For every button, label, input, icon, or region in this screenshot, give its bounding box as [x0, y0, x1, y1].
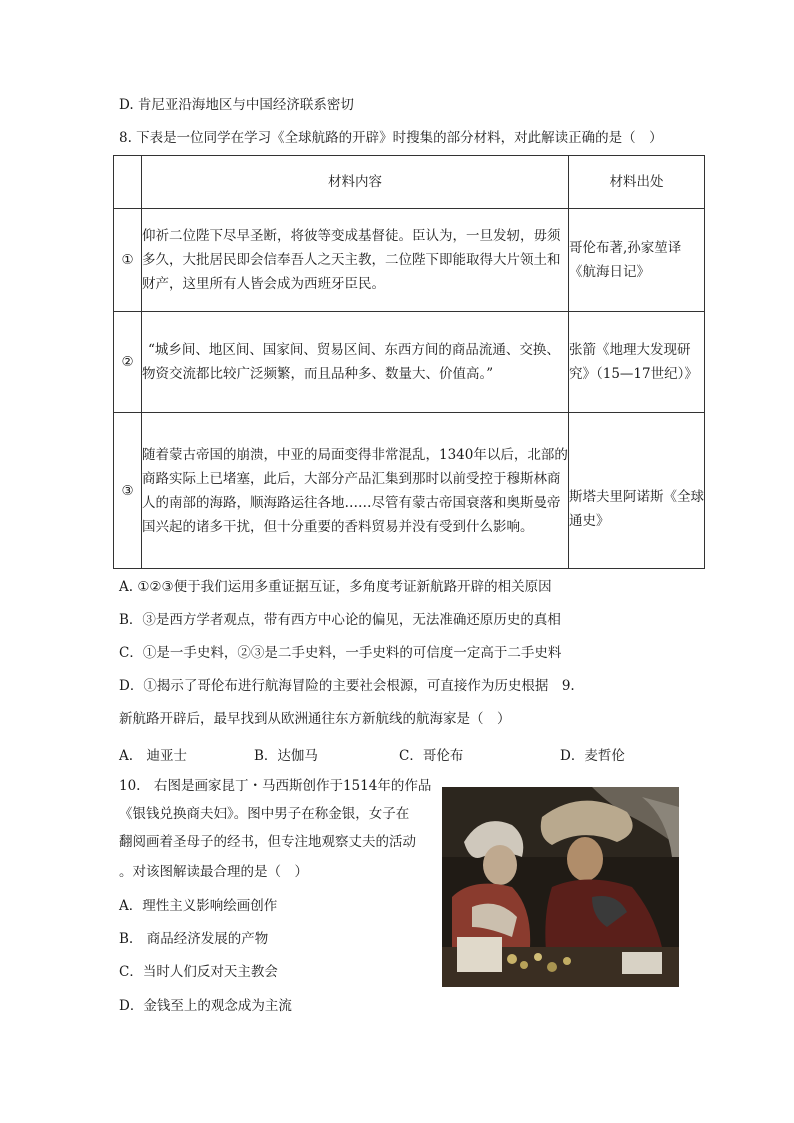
table-row	[114, 413, 705, 569]
header-num-cell	[114, 156, 142, 209]
q10-stem-line4: 。对该图解读最合理的是（ ）	[119, 864, 308, 880]
q10-option-a: A．理性主义影响绘画创作	[119, 898, 278, 914]
q10-stem-line2: 《银钱兑换商夫妇》。图中男子在称金银，女子在	[119, 806, 410, 822]
header-content-cell: 材料内容	[142, 156, 569, 209]
table-row	[114, 209, 705, 312]
q9-option-d: D．麦哲伦	[560, 748, 625, 764]
row-source: 哥伦布著,孙家堃译《航海日记》	[569, 209, 705, 312]
row-num: ②	[114, 312, 142, 413]
q8-option-d: D．①揭示了哥伦布进行航海冒险的主要社会根源，可直接作为历史根据 9.	[119, 678, 575, 694]
q9-option-a: A. 迪亚士	[119, 748, 188, 764]
q9-stem: 新航路开辟后，最早找到从欧洲通往东方新航线的航海家是（ ）	[119, 711, 511, 727]
q10-option-c: C．当时人们反对天主教会	[119, 964, 278, 980]
q8-stem: 8. 下表是一位同学在学习《全球航路的开辟》时搜集的部分材料，对此解读正确的是（ ）	[119, 130, 663, 146]
row-content: “城乡间、地区间、国家间、贸易区间、东西方间的商品流通、交换、物资交流都比较广泛频繁，而且品种多、数量大、价值高。”	[142, 312, 569, 413]
row-num: ①	[114, 209, 142, 312]
row-content: 仰祈二位陛下尽早圣断，将彼等变成基督徒。臣认为，一旦发轫，毋须多久，大批居民即会信奉吾人之天主教，二位陛下即能取得大片领土和财产，这里所有人皆会成为西班牙臣民。	[142, 209, 569, 312]
materials-table	[113, 155, 705, 569]
q10-option-b: B. 商品经济发展的产物	[119, 931, 269, 947]
q8-option-a: A. ①②③便于我们运用多重证据互证，多角度考证新航路开辟的相关原因	[119, 579, 552, 595]
painting-image	[442, 787, 679, 987]
q8-option-c: C．①是一手史料，②③是二手史料，一手史料的可信度一定高于二手史料	[119, 645, 562, 661]
q10-option-d: D．金钱至上的观念成为主流	[119, 998, 292, 1014]
header-source-cell: 材料出处	[569, 156, 705, 209]
q9-option-b: B．达伽马	[254, 748, 318, 764]
q9-option-c: C．哥伦布	[399, 748, 464, 764]
row-content: 随着蒙古帝国的崩溃，中亚的局面变得非常混乱，1340年以后，北部的商路实际上已堵塞，此后，大部分产品汇集到那时以前受控于穆斯林商人的南部的海路，顺海路运往各地……尽管有蒙古帝国衰落和奥斯曼帝国兴起的诸多干扰，但十分重要的香料贸易并没有受到什么影响。	[142, 413, 569, 569]
row-source: 张箭《地理大发现研究》（15—17世纪）》	[569, 312, 705, 413]
painting-illustration	[442, 787, 679, 987]
row-num: ③	[114, 413, 142, 569]
row-source: 斯塔夫里阿诺斯《全球通史》	[569, 413, 705, 569]
q8-option-b: B．③是西方学者观点，带有西方中心论的偏见，无法准确还原历史的真相	[119, 612, 561, 628]
q10-stem-line1: 10. 右图是画家昆丁・马西斯创作于1514年的作品	[119, 778, 432, 794]
q10-stem-line3: 翻阅画着圣母子的经书，但专注地观察丈夫的活动	[119, 834, 416, 850]
q7-option-d: D. 肯尼亚沿海地区与中国经济联系密切	[119, 97, 354, 113]
table-header-row	[114, 156, 705, 209]
table-row	[114, 312, 705, 413]
